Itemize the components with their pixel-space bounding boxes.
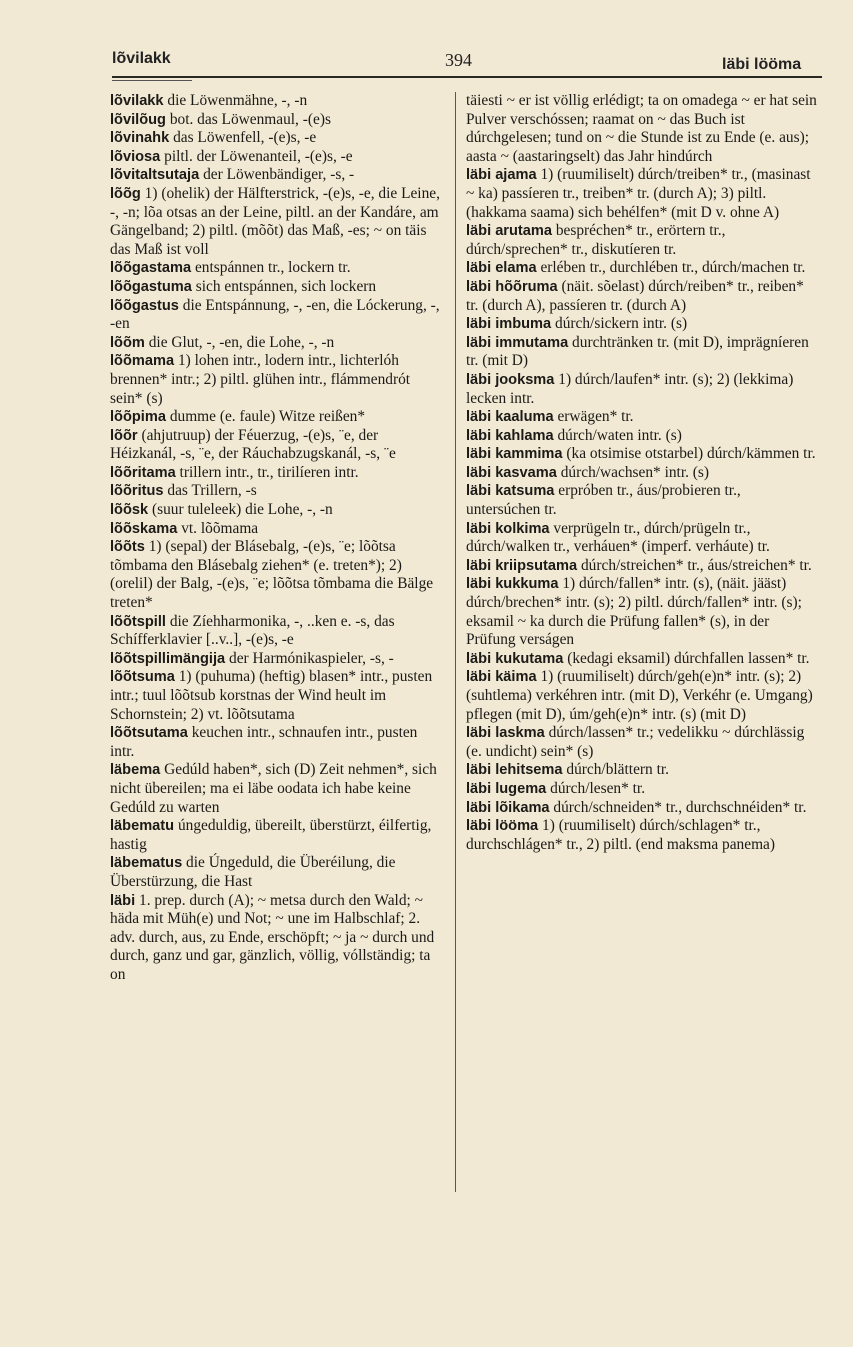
entry-headword: läbi laskma <box>466 725 545 742</box>
entry-headword: lõõtsuma <box>110 669 175 686</box>
dictionary-entry <box>466 315 818 334</box>
entry-definition: dúrch/blättern tr. <box>566 761 669 779</box>
entry-headword: lõvilakk <box>110 93 164 109</box>
dictionary-entry <box>466 650 818 669</box>
entry-definition: (ahjutruup) der Féuerzug, -(e)s, ¨e, der Héizkanál, -s, ¨e, der Ráuchabzugskanál, -s, ¨e <box>110 426 396 463</box>
dictionary-entry <box>466 408 818 427</box>
entry-headword: lõõr <box>110 427 138 444</box>
dictionary-entry <box>110 520 440 539</box>
dictionary-entry <box>110 464 440 483</box>
entry-headword: läbi kukkuma <box>466 576 559 593</box>
page-number: 394 <box>445 50 472 70</box>
column-divider <box>455 92 456 1192</box>
entry-definition: die Glut, -, -en, die Lohe, -, -n <box>148 333 335 351</box>
right-column <box>466 92 818 854</box>
dictionary-entry <box>466 482 818 519</box>
entry-definition: Gedúld haben*, sich (D) Zeit nehmen*, sich nicht übereilen; ma ei läbe oodata ich habe keine Gedúld zu warten <box>110 761 437 816</box>
entry-headword: läbi <box>110 892 136 909</box>
dictionary-entry <box>110 650 440 669</box>
dictionary-entry <box>466 817 818 854</box>
dictionary-entry <box>110 148 440 167</box>
dictionary-entry <box>466 278 818 315</box>
dictionary-entry <box>466 761 818 780</box>
entry-definition: der Löwenbändiger, -s, - <box>203 166 355 184</box>
entry-headword: lõvilõug <box>110 111 166 128</box>
dictionary-entry <box>466 259 818 278</box>
entry-headword: lõõg <box>110 185 141 202</box>
entry-headword: lõõgastus <box>110 297 179 314</box>
entry-definition: 1) lohen intr., lodern intr., lichterlóh brennen* intr.; 2) piltl. glühen intr., flámmendrót sein* (s) <box>110 352 411 407</box>
entry-headword: läbi kriipsutama <box>466 557 578 574</box>
entry-headword: lõviosa <box>110 148 161 165</box>
entry-definition: erlében tr., durchlében tr., dúrch/machen tr. <box>540 259 806 277</box>
entry-headword: lõvitaltsutaja <box>110 167 200 184</box>
header-rule <box>112 76 822 78</box>
entry-definition: 1) dúrch/laufen* intr. (s); 2) (lekkima) lecken intr. <box>466 370 794 407</box>
dictionary-entry <box>110 668 440 724</box>
entry-definition: das Löwenfell, -(e)s, -e <box>173 129 317 147</box>
entry-definition: dúrch/schneiden* tr., durchschnéiden* tr. <box>553 798 807 816</box>
entry-headword: läbi hõõruma <box>466 278 558 295</box>
entry-definition: dúrch/waten intr. (s) <box>557 426 682 444</box>
entry-definition: die Löwenmähne, -, -n <box>167 92 308 109</box>
entry-definition: dúrch/lassen* tr.; vedelikku ~ dúrchlässig (e. undicht) sein* (s) <box>466 724 805 760</box>
entry-headword: läbi jooksma <box>466 371 555 388</box>
entry-definition: keuchen intr., schnaufen intr., pusten intr. <box>110 724 418 760</box>
dictionary-entry <box>466 799 818 818</box>
header-rule-accent <box>112 80 192 81</box>
entry-definition: (ka otsimise otstarbel) dúrch/kämmen tr. <box>566 445 816 463</box>
dictionary-entry <box>110 817 440 854</box>
entry-headword: läbi lehitsema <box>466 762 563 779</box>
dictionary-entry <box>466 334 818 371</box>
entry-definition: 1) (puhuma) (heftig) blasen* intr., pusten intr.; tuul lõõtsub korstnas der Wind heult im Schornstein; 2) vt. lõõtsutama <box>110 668 433 723</box>
entry-definition: dúrch/lesen* tr. <box>550 779 646 797</box>
header-right-word: läbi löömа <box>722 56 802 73</box>
dictionary-entry <box>466 92 818 166</box>
entry-headword: läbi elama <box>466 260 537 277</box>
entry-definition: dumme (e. faule) Witze reißen* <box>169 408 366 426</box>
left-column <box>110 92 440 985</box>
entry-headword: lõõtspill <box>110 613 166 630</box>
dictionary-entry <box>110 129 440 148</box>
dictionary-entry <box>110 408 440 427</box>
entry-definition: 1) (sepal) der Blásebalg, -(e)s, ¨e; lõõtsa tõmbama den Blásebalg ziehen* (e. treten*); 2) (orelil) der Balg, -(e)s, ¨e; lõõtsa tõmbama die Bälge treten* <box>110 538 434 612</box>
entry-definition: bot. das Löwenmaul, -(e)s <box>169 110 331 128</box>
dictionary-entry <box>466 575 818 649</box>
header-left-word: lõvilakk <box>112 50 171 67</box>
entry-headword: lõõtsutama <box>110 725 188 742</box>
entry-definition: das Trillern, -s <box>167 482 257 500</box>
entry-definition: 1) (ruumiliselt) dúrch/treiben* tr., (masinast ~ ka) passíeren tr., treiben* tr. (durch A); 3) piltl. (hakkama saama) sich behélfen* (mit D v. ohne A) <box>466 166 811 221</box>
entry-headword: lõvinahk <box>110 130 170 147</box>
entry-headword: lõõgastama <box>110 260 192 277</box>
entry-definition: erwägen* tr. <box>557 408 634 426</box>
entry-headword: lõõtspillimängija <box>110 650 226 667</box>
entry-definition: durchtränken tr. (mit D), imprägníeren tr. (mit D) <box>466 333 809 370</box>
entry-headword: läbi immutama <box>466 334 569 351</box>
entry-definition: úngeduldig, übereilt, überstürzt, éilfertig, hastig <box>110 817 432 853</box>
entry-headword: läbi kasvama <box>466 464 557 481</box>
entry-definition: sich entspánnen, sich lockern <box>195 277 377 295</box>
entry-headword: läbi ajama <box>466 167 537 184</box>
entry-headword: läbi arutama <box>466 223 552 240</box>
dictionary-entry <box>466 445 818 464</box>
entry-definition: die Úngeduld, die Überéilung, die Überstürzung, die Hast <box>110 854 396 890</box>
entry-headword: läbi katsuma <box>466 483 555 500</box>
entry-headword: läbi lõikama <box>466 799 550 816</box>
dictionary-entry <box>110 482 440 501</box>
entry-definition: verprügeln tr., dúrch/prügeln tr., dúrch/walken tr., verháuen* (imperf. verháute) tr. <box>466 519 770 556</box>
entry-definition: 1) (ruumiliselt) dúrch/geh(e)n* intr. (s); 2) (suhtlema) verkéhren intr. (mit D), Verkéhr (e. Umgang) pflegen (mit D), úm/geh(e)n* intr. (s) (mit D) <box>466 668 813 723</box>
entry-definition: 1) dúrch/fallen* intr. (s), (näit. jääst) dúrch/brechen* intr. (s); 2) piltl. dúrch/fallen* intr. (s); eksamil ~ ka durch die Prüfung fallen* (s), in der Prüfung verságen <box>466 575 802 649</box>
entry-definition: die Entspánnung, -, -en, die Lóckerung, -, -en <box>110 296 440 333</box>
entry-definition: (näit. sõelast) dúrch/reiben* tr., reiben* tr. (durch A), passíeren tr. (durch A) <box>466 277 804 314</box>
entry-headword: läbematu <box>110 818 175 835</box>
entry-headword: läbi lugema <box>466 780 547 797</box>
entry-headword: läbi kammima <box>466 446 563 463</box>
entry-definition: bespréchen* tr., erörtern tr., dúrch/sprechen* tr., diskutíeren tr. <box>466 222 726 258</box>
entry-definition: vt. lõõmama <box>181 519 259 537</box>
dictionary-entry <box>110 761 440 817</box>
dictionary-entry <box>110 538 440 612</box>
dictionary-entry <box>110 854 440 891</box>
entry-definition: dúrch/streichen* tr., áus/streichen* tr. <box>580 556 812 574</box>
dictionary-entry <box>110 501 440 520</box>
entry-headword: lõõmama <box>110 353 175 370</box>
dictionary-entry <box>466 464 818 483</box>
entry-definition: piltl. der Löwenanteil, -(e)s, -e <box>164 147 353 165</box>
entry-headword: lõõsk <box>110 502 149 519</box>
dictionary-entry <box>110 185 440 259</box>
dictionary-entry <box>110 724 440 761</box>
entry-definition: 1. prep. durch (A); ~ metsa durch den Wald; ~ häda mit Müh(e) und Not; ~ une im Halbschlaf; 2. adv. durch, aus, zu Ende, erschöpft; ~ ja ~ durch und durch, ganz und gar, gänzlich, völlig, vóllständig; ta on <box>110 891 435 983</box>
dictionary-entry <box>466 520 818 557</box>
dictionary-entry <box>466 427 818 446</box>
entry-headword: lõõgastuma <box>110 278 192 295</box>
entry-headword: lõõpima <box>110 409 166 426</box>
entry-definition: täiesti ~ er ist völlig erlédigt; ta on omadega ~ er hat sein Pulver verschóssen; raamat on ~ das Buch ist dúrchgelesen; tund on ~ die Stunde ist zu Ende (e. aus); aasta ~ (aastaringselt) das Jahr hindúrch <box>466 92 817 165</box>
entry-headword: lõõritus <box>110 483 164 500</box>
entry-headword: läbi kolkima <box>466 520 550 537</box>
entry-headword: läbi lööma <box>466 818 539 835</box>
dictionary-entry <box>466 222 818 259</box>
dictionary-entry <box>110 111 440 130</box>
entry-headword: läbi kahlama <box>466 427 554 444</box>
entry-definition: 1) (ohelik) der Hälfterstrick, -(e)s, -e, die Leine, -, -n; lõa otsas an der Leine, piltl. an der Kandáre, am Gängelband; 2) piltl. (mõõt) das Maß, -es; ~ on täis das Maß ist voll <box>110 184 440 258</box>
dictionary-entry <box>110 352 440 408</box>
entry-headword: lõõskama <box>110 520 178 537</box>
entry-headword: lõõm <box>110 334 145 351</box>
entry-definition: der Harmónikaspieler, -s, - <box>229 649 394 667</box>
entry-definition: dúrch/sickern intr. (s) <box>555 315 688 333</box>
dictionary-entry <box>466 557 818 576</box>
dictionary-entry <box>466 780 818 799</box>
dictionary-entry <box>110 297 440 334</box>
dictionary-entry <box>110 259 440 278</box>
entry-headword: lõõts <box>110 539 145 556</box>
entry-headword: läbematus <box>110 855 183 872</box>
entry-definition: dúrch/wachsen* intr. (s) <box>560 463 710 481</box>
dictionary-entry <box>466 371 818 408</box>
entry-headword: läbema <box>110 762 161 779</box>
dictionary-entry <box>466 166 818 222</box>
entry-headword: lõõritama <box>110 464 176 481</box>
entry-definition: erpróben tr., áus/probieren tr., untersúchen tr. <box>466 482 741 519</box>
entry-headword: läbi kukutama <box>466 650 564 667</box>
entry-headword: läbi imbuma <box>466 316 552 333</box>
dictionary-entry <box>466 668 818 724</box>
dictionary-entry <box>110 892 440 985</box>
dictionary-entry <box>110 334 440 353</box>
entry-headword: läbi käima <box>466 669 537 686</box>
entry-definition: (kedagi eksamil) dúrchfallen lassen* tr. <box>567 649 810 667</box>
dictionary-entry <box>110 92 440 111</box>
entry-definition: entspánnen tr., lockern tr. <box>194 259 351 277</box>
dictionary-entry <box>110 278 440 297</box>
entry-definition: (suur tuleleek) die Lohe, -, -n <box>151 501 333 519</box>
entry-definition: trillern intr., tr., tirilíeren intr. <box>179 463 359 481</box>
entry-headword: läbi kaaluma <box>466 409 554 426</box>
entry-definition: die Zíehharmonika, -, ..ken e. -s, das Schífferklavier [..v..], -(e)s, -e <box>110 612 395 649</box>
dictionary-entry <box>466 724 818 761</box>
dictionary-entry <box>110 166 440 185</box>
entry-definition: 1) (ruumiliselt) dúrch/schlagen* tr., durchschlágen* tr., 2) piltl. (end maksma panema) <box>466 817 775 853</box>
dictionary-entry <box>110 427 440 464</box>
dictionary-entry <box>110 613 440 650</box>
